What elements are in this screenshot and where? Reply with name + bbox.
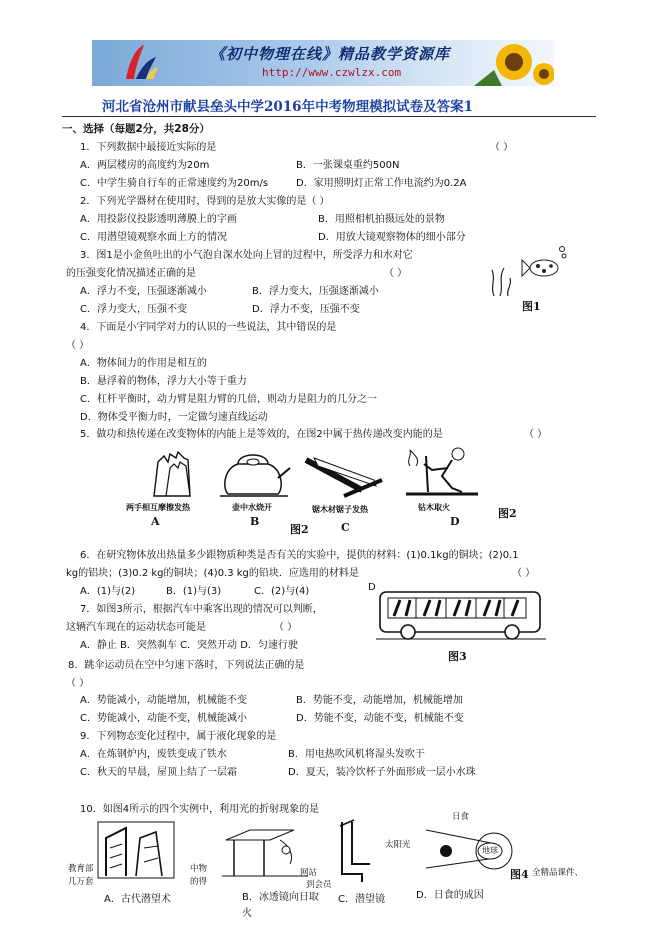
figure-1-label: 图1 bbox=[522, 300, 541, 313]
figure-4-fragment-mid-1: 中物 bbox=[190, 864, 208, 874]
q3-option-a: A．浮力不变，压强逐渐减小 bbox=[80, 286, 207, 297]
figure-2a-letter: A bbox=[151, 515, 160, 528]
figure-4-fragment-left-1: 教育部 bbox=[68, 864, 94, 874]
figure-4b-caption: B．冰透镜向日取火 bbox=[242, 892, 319, 919]
figure-3-bus bbox=[376, 586, 546, 642]
figure-4-label: 图4 bbox=[510, 868, 529, 881]
q8-option-a: A．势能减小，动能增加，机械能不变 bbox=[80, 695, 247, 706]
q10-stem: 10．如图4所示的四个实例中，利用光的折射现象的是 bbox=[80, 804, 320, 815]
q4-option-a: A．物体间力的作用是相互的 bbox=[80, 358, 207, 369]
q3-answer-blank: （ ） bbox=[384, 268, 408, 279]
q6-option-c: C．(2)与(4) bbox=[254, 586, 310, 597]
figure-4d-sun-label: 太阳光 bbox=[385, 840, 411, 850]
q1-option-d: D．家用照明灯正常工作电流约为0.2A bbox=[296, 178, 467, 189]
q9-stem: 9．下列物态变化过程中，属于液化现象的是 bbox=[80, 731, 277, 742]
q7-stem-line2: 这辆汽车现在的运动状态可能是 bbox=[66, 622, 206, 633]
q2-stem: 2．下列光学器材在使用时，得到的是放大实像的是（ ） bbox=[80, 196, 330, 207]
figure-2d-caption: 钻木取火 bbox=[418, 503, 450, 512]
figure-2-label: 图2 bbox=[290, 523, 309, 536]
q4-option-b: B．悬浮着的物体，浮力大小等于重力 bbox=[80, 376, 247, 387]
q3-option-c: C．浮力变大，压强不变 bbox=[80, 304, 187, 315]
q4-option-c: C．杠杆平衡时，动力臂是阻力臂的几倍，则动力是阻力的几分之一 bbox=[80, 394, 377, 405]
figure-4d-moon-label: 日食 bbox=[452, 812, 470, 822]
q9-option-a: A．在炼钢炉内，废铁变成了铁水 bbox=[80, 749, 227, 760]
q3-option-d: D．浮力不变，压强不变 bbox=[252, 304, 360, 315]
q6-stem-line2: kg的铝块；(3)0.2 kg的铜块；(4)0.3 kg的铅块．应选用的材料是 bbox=[66, 568, 359, 579]
figure-4d-caption: D．日食的成因 bbox=[416, 890, 484, 901]
figure-4c-periscope bbox=[334, 818, 374, 884]
figure-2b-kettle bbox=[214, 448, 292, 500]
q4-stem: 4．下面是小宇同学对力的认识的一些说法，其中错误的是 bbox=[80, 322, 337, 333]
q8-option-d: D．势能不变，动能不变，机械能不变 bbox=[296, 713, 464, 724]
q1-answer-blank: （ ） bbox=[490, 142, 514, 153]
q8-stem: 8．跳伞运动员在空中匀速下落时，下列说法正确的是 bbox=[68, 660, 305, 671]
banner-url[interactable]: http://www.czwlzx.com bbox=[262, 66, 402, 79]
figure-4-fragment-left-2: 几万套 bbox=[68, 877, 94, 887]
q2-option-a: A．用投影仪投影透明薄膜上的字画 bbox=[80, 214, 237, 225]
q6-option-a: A．(1)与(2) bbox=[80, 586, 136, 597]
figure-4-fragment-mid-2: 的得 bbox=[190, 877, 208, 887]
q9-option-b: B．用电热吹风机将湿头发吹干 bbox=[288, 749, 425, 760]
title-divider bbox=[62, 116, 596, 117]
figure-4-fragment-mid-4: 到会员 bbox=[306, 880, 332, 890]
q8-answer-blank: （ ） bbox=[66, 678, 90, 689]
figure-2b-letter: B bbox=[250, 515, 260, 528]
q1-option-c: C．中学生骑自行车的正常速度约为20m/s bbox=[80, 178, 269, 189]
q3-option-b: B．浮力变大，压强逐渐减小 bbox=[252, 286, 379, 297]
q2-option-b: B．用照相机拍摄远处的景物 bbox=[318, 214, 445, 225]
figure-2-label-right: 图2 bbox=[498, 507, 517, 520]
figure-4d-earth-label: 地球 bbox=[482, 846, 498, 855]
figure-1-fish bbox=[484, 246, 574, 298]
banner-title: 《初中物理在线》精品教学资源库 bbox=[210, 45, 451, 63]
q6-option-d: D bbox=[368, 582, 376, 593]
figure-2c-saw bbox=[304, 450, 384, 500]
figure-4b-ice-lens bbox=[220, 820, 310, 880]
q1-stem: 1．下列数据中最接近实际的是 bbox=[80, 142, 217, 153]
figure-4c-caption: C．潜望镜 bbox=[338, 894, 385, 905]
q6-stem-line1: 6．在研究物体放出热量多少跟物质种类是否有关的实验中，提供的材料：(1)0.1kg的铜块；(2)0.1 bbox=[80, 550, 519, 561]
q7-options: A．静止 B．突然刹车 C．突然开动 D．匀速行驶 bbox=[80, 640, 298, 651]
q3-stem-line2: 的压强变化情况描述正确的是 bbox=[66, 268, 196, 279]
q1-option-b: B．一张课桌重约500N bbox=[296, 160, 400, 171]
figure-3-label: 图3 bbox=[448, 650, 467, 663]
figure-2d-letter: D bbox=[450, 515, 460, 528]
figure-2c-caption: 锯木材锯子发热 bbox=[312, 505, 368, 514]
q4-option-d: D．物体受平衡力时，一定做匀速直线运动 bbox=[80, 412, 268, 423]
q6-option-b: B．(1)与(3) bbox=[166, 586, 222, 597]
figure-4a-ancient-periscope bbox=[96, 818, 176, 882]
figure-2b-caption: 壶中水烧开 bbox=[232, 503, 272, 512]
q7-answer-blank: （ ） bbox=[274, 622, 298, 633]
figure-4-fragment-right: 全精品课件、 bbox=[532, 868, 584, 878]
q3-stem-line1: 3．图1是小金鱼吐出的小气泡自深水处向上冒的过程中，所受浮力和水对它 bbox=[80, 250, 413, 261]
figure-2a-hands bbox=[144, 448, 204, 498]
figure-2c-letter: C bbox=[341, 521, 350, 534]
q5-stem: 5．做功和热传递在改变物体的内能上是等效的，在图2中属于热传递改变内能的是 bbox=[80, 429, 443, 440]
q2-option-d: D．用放大镜观察物体的细小部分 bbox=[318, 232, 466, 243]
logo-icon bbox=[120, 43, 160, 83]
q5-answer-blank: （ ） bbox=[524, 429, 548, 440]
sunflower-icon bbox=[474, 40, 554, 86]
q8-option-c: C．势能减小，动能不变，机械能减小 bbox=[80, 713, 247, 724]
figure-2a-caption: 两手相互摩擦发热 bbox=[126, 503, 190, 512]
q9-option-d: D．夏天，装冷饮杯子外面形成一层小水珠 bbox=[288, 767, 476, 778]
q2-option-c: C．用潜望镜观察水面上方的情况 bbox=[80, 232, 227, 243]
q4-answer-blank: （ ） bbox=[66, 340, 90, 351]
document-title: 河北省沧州市献县垒头中学2016年中考物理模拟试卷及答案1 bbox=[102, 99, 473, 115]
figure-4d-eclipse bbox=[406, 824, 516, 878]
figure-4-fragment-mid-3: 网站 bbox=[300, 868, 318, 878]
section-heading: 一、选择（每题2分，共28分） bbox=[62, 123, 210, 135]
q7-stem-line1: 7．如图3所示，根据汽车中乘客出现的情况可以判断， bbox=[80, 604, 323, 615]
q6-answer-blank: （ ） bbox=[512, 568, 536, 579]
header-banner bbox=[92, 40, 554, 86]
figure-2d-drill-fire bbox=[402, 446, 482, 500]
figure-4a-caption: A．古代潜望术 bbox=[104, 894, 171, 905]
q1-option-a: A．两层楼房的高度约为20m bbox=[80, 160, 210, 171]
q8-option-b: B．势能不变，动能增加，机械能增加 bbox=[296, 695, 463, 706]
q9-option-c: C．秋天的早晨，屋顶上结了一层霜 bbox=[80, 767, 237, 778]
